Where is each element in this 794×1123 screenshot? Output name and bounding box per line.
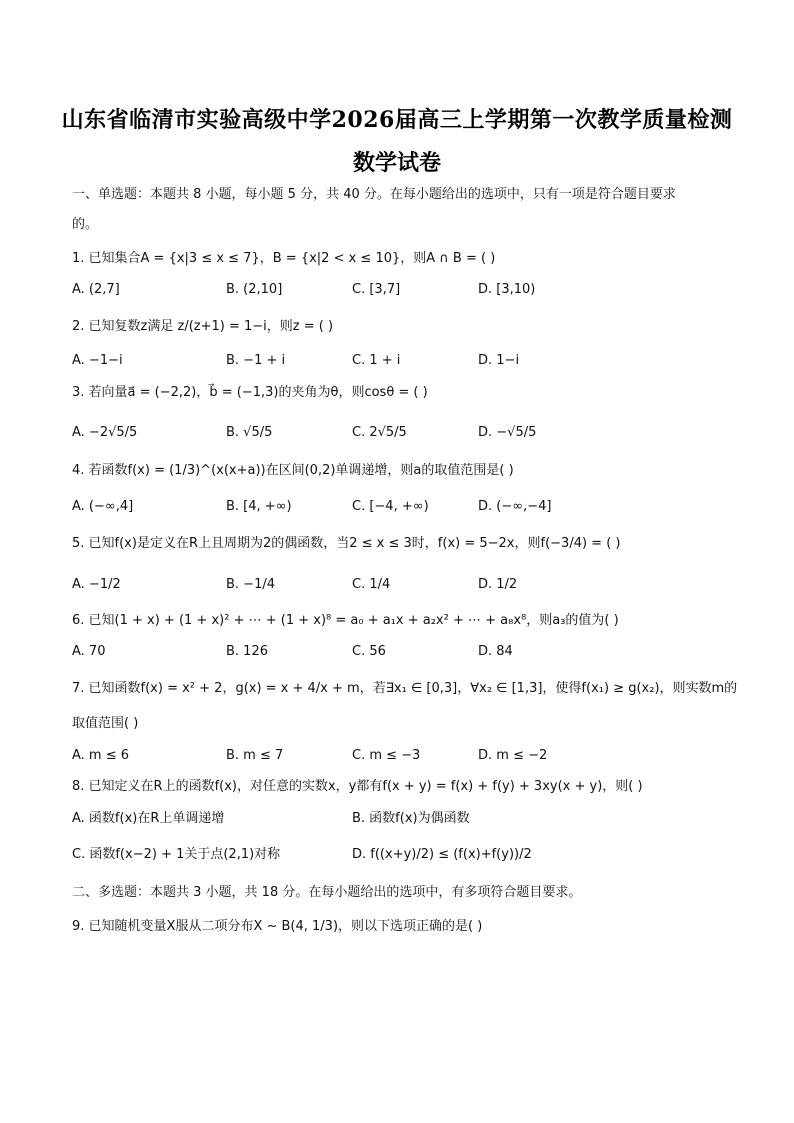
q6-option-a: A. 70 <box>72 644 106 659</box>
q8-option-d: D. f((x+y)/2) ≤ (f(x)+f(y))/2 <box>352 847 532 862</box>
question-8-stem: 8. 已知定义在R上的函数f(x)，对任意的实数x，y都有f(x + y) = f(x) + f(y) + 3xy(x + y)，则( ) <box>72 779 643 794</box>
question-9-stem: 9. 已知随机变量X服从二项分布X ~ B(4, 1/3)，则以下选项正确的是( ) <box>72 919 483 934</box>
q6-option-c: C. 56 <box>352 644 386 659</box>
question-5-stem: 5. 已知f(x)是定义在R上且周期为2的偶函数，当2 ≤ x ≤ 3时，f(x) = 5−2x，则f(−3/4) = ( ) <box>72 536 621 551</box>
q4-option-b: B. [4, +∞) <box>226 499 292 514</box>
q3-option-c: C. 2√5/5 <box>352 425 407 440</box>
q8-option-b: B. 函数f(x)为偶函数 <box>352 811 470 826</box>
q2-option-c: C. 1 + i <box>352 353 401 368</box>
q5-option-d: D. 1/2 <box>478 577 518 592</box>
question-6-stem: 6. 已知(1 + x) + (1 + x)² + ⋯ + (1 + x)⁸ = a₀ + a₁x + a₂x² + ⋯ + a₈x⁸，则a₃的值为( ) <box>72 613 619 628</box>
section2-heading: 二、多选题：本题共 3 小题，共 18 分。在每小题给出的选项中，有多项符合题目要求。 <box>72 885 582 900</box>
q3-option-a: A. −2√5/5 <box>72 425 138 440</box>
section1-heading: 一、单选题：本题共 8 小题，每小题 5 分，共 40 分。在每小题给出的选项中，只有一项是符合题目要求 <box>72 187 676 202</box>
q1-option-d: D. [3,10) <box>478 282 536 297</box>
q4-option-a: A. (−∞,4] <box>72 499 134 514</box>
q7-option-b: B. m ≤ 7 <box>226 748 284 763</box>
section1-heading-cont: 的。 <box>72 217 99 232</box>
q2-option-b: B. −1 + i <box>226 353 286 368</box>
exam-title: 山东省临清市实验高级中学2026届高三上学期第一次教学质量检测 <box>61 107 733 133</box>
question-3-stem: 3. 若向量a⃗ = (−2,2)，b⃗ = (−1,3)的夹角为θ，则cosθ = ( ) <box>72 385 428 400</box>
q5-option-c: C. 1/4 <box>352 577 391 592</box>
q1-option-c: C. [3,7] <box>352 282 401 297</box>
q6-option-b: B. 126 <box>226 644 268 659</box>
q7-option-d: D. m ≤ −2 <box>478 748 548 763</box>
q2-option-d: D. 1−i <box>478 353 520 368</box>
q6-option-d: D. 84 <box>478 644 513 659</box>
question-4-stem: 4. 若函数f(x) = (1/3)^(x(x+a))在区间(0,2)单调递增，则a的取值范围是( ) <box>72 463 514 478</box>
q8-option-c: C. 函数f(x−2) + 1关于点(2,1)对称 <box>72 847 281 862</box>
q5-option-b: B. −1/4 <box>226 577 275 592</box>
q1-option-a: A. (2,7] <box>72 282 120 297</box>
q2-option-a: A. −1−i <box>72 353 123 368</box>
q7-option-c: C. m ≤ −3 <box>352 748 421 763</box>
q3-option-d: D. −√5/5 <box>478 425 537 440</box>
q7-option-a: A. m ≤ 6 <box>72 748 130 763</box>
question-1-stem: 1. 已知集合A = {x|3 ≤ x ≤ 7}，B = {x|2 < x ≤ 10}，则A ∩ B = ( ) <box>72 251 496 266</box>
q4-option-d: D. (−∞,−4] <box>478 499 552 514</box>
question-7-stem-cont: 取值范围( ) <box>72 716 139 731</box>
q3-option-b: B. √5/5 <box>226 425 273 440</box>
q1-option-b: B. (2,10] <box>226 282 283 297</box>
question-7-stem: 7. 已知函数f(x) = x² + 2，g(x) = x + 4/x + m，若∃x₁ ∈ [0,3]，∀x₂ ∈ [1,3]，使得f(x₁) ≥ g(x₂)，则实数m的 <box>72 681 738 696</box>
q5-option-a: A. −1/2 <box>72 577 121 592</box>
q8-option-a: A. 函数f(x)在R上单调递增 <box>72 811 225 826</box>
question-2-stem: 2. 已知复数z满足 z/(z+1) = 1−i，则z = ( ) <box>72 319 334 334</box>
exam-subtitle: 数学试卷 <box>352 150 441 176</box>
q4-option-c: C. [−4, +∞) <box>352 499 429 514</box>
